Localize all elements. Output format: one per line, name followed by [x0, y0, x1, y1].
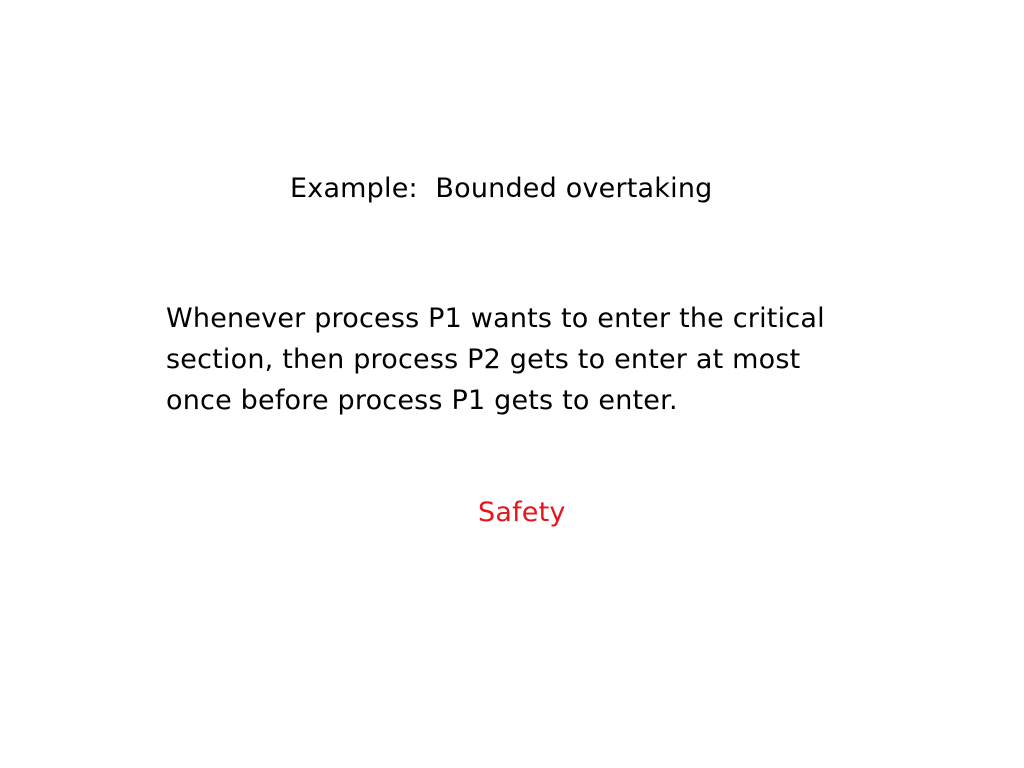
slide-title: Example: Bounded overtaking [290, 173, 713, 204]
slide-body-text [166, 298, 966, 421]
body-line: Whenever process P1 wants to enter the critical [166, 303, 825, 334]
body-line: section, then process P2 gets to enter at most [166, 344, 801, 375]
property-classification-label: Safety [478, 497, 566, 528]
body-line: once before process P1 gets to enter. [166, 385, 678, 416]
